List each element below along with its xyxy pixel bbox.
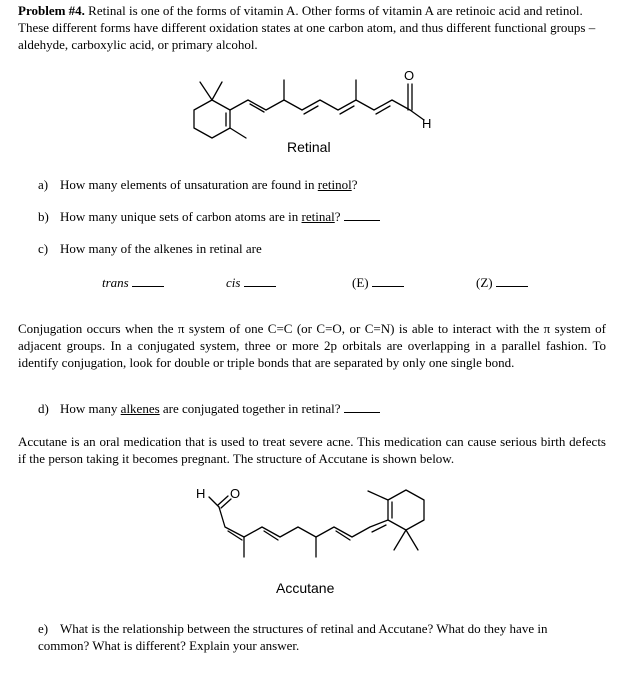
question-e-text: What is the relationship between the structures of retinal and Accutane? What do they have in common? What is different? Explain your answer. xyxy=(38,621,548,653)
retinal-hydrogen-label: H xyxy=(422,116,432,131)
question-d-label: d) xyxy=(38,401,49,416)
question-b-post: ? xyxy=(334,209,341,224)
question-d-post: are conjugated together in retinal? xyxy=(159,401,341,416)
option-trans-label: trans xyxy=(102,275,129,290)
problem-intro-text: Retinal is one of the forms of vitamin A. Other forms of vitamin A are retinoic acid and retinol. These different forms have different oxidation states at one carbon atom, and thus different functional groups – aldehyde, carboxylic acid, or primary alcohol. xyxy=(18,3,596,52)
question-c xyxy=(38,241,262,257)
question-a xyxy=(38,177,357,193)
problem-intro xyxy=(18,2,608,53)
question-d xyxy=(38,401,380,417)
question-b xyxy=(38,209,380,225)
question-e xyxy=(38,620,598,654)
question-a-post: ? xyxy=(351,177,358,192)
answer-blank-e[interactable] xyxy=(372,275,404,287)
question-c-text: How many of the alkenes in retinal are xyxy=(60,241,262,256)
question-d-term: alkenes xyxy=(120,401,160,416)
accutane-caption: Accutane xyxy=(276,580,335,596)
accutane-paragraph: Accutane is an oral medication that is used to treat severe acne. This medication can cause serious birth defects if the person taking it becomes pregnant. The structure of Accutane is shown below. xyxy=(18,434,606,466)
question-b-pre: How many unique sets of carbon atoms are in xyxy=(60,209,302,224)
retinal-caption: Retinal xyxy=(287,139,331,155)
accutane-hydrogen-label: H xyxy=(196,486,206,501)
option-e xyxy=(352,275,404,291)
answer-blank-z[interactable] xyxy=(496,275,528,287)
answer-blank-trans[interactable] xyxy=(132,275,164,287)
option-z xyxy=(476,275,528,291)
option-cis-label: cis xyxy=(226,275,241,290)
question-a-label: a) xyxy=(38,177,49,192)
problem-heading: Problem #4. xyxy=(18,3,85,18)
retinal-structure xyxy=(0,60,622,140)
question-b-term: retinal xyxy=(301,209,335,224)
question-c-label: c) xyxy=(38,241,49,256)
option-z-label: (Z) xyxy=(476,275,493,290)
question-b-label: b) xyxy=(38,209,49,224)
question-a-pre: How many elements of unsaturation are found in xyxy=(60,177,318,192)
answer-blank-cis[interactable] xyxy=(244,275,276,287)
question-d-pre: How many xyxy=(60,401,121,416)
option-e-label: (E) xyxy=(352,275,369,290)
conjugation-paragraph: Conjugation occurs when the π system of one C=C (or C=O, or C=N) is able to interact with the π system of adjacent groups. In a conjugated system, three or more 2p orbitals are overlapping in a parallel fashion. To identify conjugation, look for double or triple bonds that are separated by only one single bond. xyxy=(18,321,606,370)
option-cis xyxy=(226,275,276,291)
question-e-label: e) xyxy=(38,621,49,636)
accutane-oxygen-label: O xyxy=(230,486,241,501)
question-a-term: retinol xyxy=(317,177,352,192)
option-trans xyxy=(102,275,164,291)
accutane-structure xyxy=(0,480,622,580)
retinal-oxygen-label: O xyxy=(404,68,415,83)
answer-blank-b[interactable] xyxy=(344,209,380,221)
answer-blank-d[interactable] xyxy=(344,401,380,413)
